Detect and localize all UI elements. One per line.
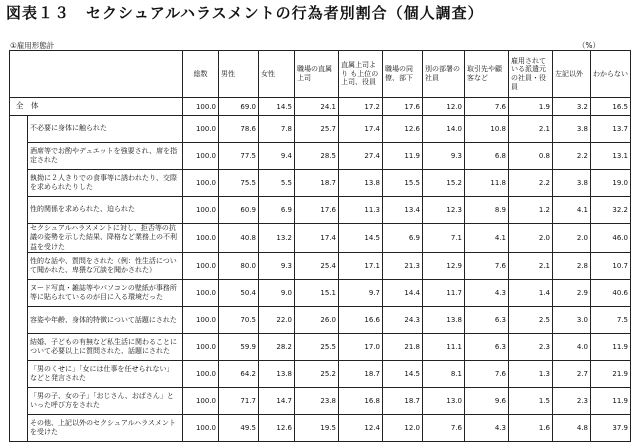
table-cell: 12.9	[423, 253, 465, 280]
table-cell: 17.1	[339, 253, 383, 280]
table-cell: 13.8	[339, 170, 383, 197]
table-row	[10, 170, 631, 197]
row-indent	[10, 280, 28, 307]
table-cell: 11.1	[423, 334, 465, 361]
table-cell: 25.2	[295, 361, 339, 388]
row-indent	[10, 307, 28, 334]
table-cell: 100.0	[183, 253, 219, 280]
row-indent	[10, 415, 28, 442]
table-cell: 14.4	[383, 280, 423, 307]
table-cell: 7.6	[423, 415, 465, 442]
row-label: 性的関係を求められた、迫られた	[28, 197, 183, 224]
table-cell: 1.2	[509, 197, 553, 224]
col-header: 職場の直属上司	[295, 51, 339, 98]
row-label: 執拗に２人きりでの食事等に誘われたり、交際を求められたりした	[28, 170, 183, 197]
table-cell: 17.4	[339, 116, 383, 143]
table-cell: 2.1	[509, 116, 553, 143]
table-cell: 69.0	[219, 98, 259, 116]
table-cell: 17.6	[383, 98, 423, 116]
table-cell: 100.0	[183, 197, 219, 224]
table-cell: 25.5	[295, 334, 339, 361]
table-cell: 6.3	[465, 334, 509, 361]
table-cell: 17.4	[295, 224, 339, 253]
row-label: 不必要に身体に触られた	[28, 116, 183, 143]
table-cell: 100.0	[183, 334, 219, 361]
col-header: 取引先や顧客など	[465, 51, 509, 98]
table-cell: 6.3	[465, 307, 509, 334]
table-cell: 11.9	[383, 143, 423, 170]
table-cell: 1.3	[509, 361, 553, 388]
table-cell: 4.0	[553, 334, 591, 361]
row-indent	[10, 361, 28, 388]
table-cell: 100.0	[183, 415, 219, 442]
table-cell: 18.7	[295, 170, 339, 197]
table-row	[10, 388, 631, 415]
table-cell: 0.8	[509, 143, 553, 170]
row-indent	[10, 197, 28, 224]
page-title: 図表１３ セクシュアルハラスメントの行為者別割合（個人調査）	[6, 4, 484, 22]
table-cell: 100.0	[183, 170, 219, 197]
table-cell: 24.1	[295, 98, 339, 116]
table-cell: 23.8	[295, 388, 339, 415]
table-cell: 78.6	[219, 116, 259, 143]
table-cell: 9.4	[259, 143, 295, 170]
table-cell: 6.8	[465, 143, 509, 170]
harassment-table	[9, 50, 631, 442]
table-cell: 100.0	[183, 224, 219, 253]
table-row	[10, 307, 631, 334]
table-cell: 60.9	[219, 197, 259, 224]
table-cell: 5.5	[259, 170, 295, 197]
table-cell: 2.0	[553, 224, 591, 253]
table-cell: 2.9	[553, 280, 591, 307]
row-indent	[10, 334, 28, 361]
table-cell: 2.8	[553, 253, 591, 280]
table-cell: 80.0	[219, 253, 259, 280]
table-cell: 9.3	[423, 143, 465, 170]
table-cell: 15.5	[383, 170, 423, 197]
table-cell: 15.1	[295, 280, 339, 307]
row-indent	[10, 253, 28, 280]
table-row	[10, 253, 631, 280]
table-cell: 14.5	[259, 98, 295, 116]
table-cell: 21.8	[383, 334, 423, 361]
table-cell: 7.6	[465, 98, 509, 116]
table-cell: 11.9	[591, 334, 631, 361]
table-row	[10, 143, 631, 170]
row-label: 「男のくせに」「女には仕事を任せられない」などと発言された	[28, 361, 183, 388]
table-cell: 13.0	[423, 388, 465, 415]
table-cell: 40.8	[219, 224, 259, 253]
table-cell: 11.9	[591, 388, 631, 415]
table-cell: 100.0	[183, 388, 219, 415]
table-cell: 14.5	[339, 224, 383, 253]
table-cell: 4.1	[465, 224, 509, 253]
table-cell: 2.2	[553, 143, 591, 170]
table-cell: 17.6	[295, 197, 339, 224]
table-cell: 100.0	[183, 361, 219, 388]
table-cell: 12.6	[259, 415, 295, 442]
row-label: 酒席等でお酌やデュエットを強要され、席を指定された	[28, 143, 183, 170]
table-cell: 13.4	[383, 197, 423, 224]
table-cell: 12.4	[339, 415, 383, 442]
row-label: 「男の子、女の子」「おじさん、おばさん」といった呼び方をされた	[28, 388, 183, 415]
table-cell: 1.4	[509, 280, 553, 307]
table-cell: 100.0	[183, 116, 219, 143]
table-cell: 26.0	[295, 307, 339, 334]
table-cell: 100.0	[183, 307, 219, 334]
table-cell: 7.6	[465, 253, 509, 280]
row-label: その他、上記以外のセクシュアルハラスメントを受けた	[28, 415, 183, 442]
table-cell: 19.5	[295, 415, 339, 442]
row-indent	[10, 388, 28, 415]
table-cell: 25.7	[295, 116, 339, 143]
table-cell: 2.5	[509, 307, 553, 334]
table-cell: 22.0	[259, 307, 295, 334]
table-cell: 4.3	[465, 280, 509, 307]
col-header: 雇用されている派遣元の社員・役員	[509, 51, 553, 98]
table-cell: 100.0	[183, 143, 219, 170]
row-label: ヌード写真・雑誌等やパソコンの壁紙が事務所等に貼られているのが目に入る環境だった	[28, 280, 183, 307]
table-cell: 75.5	[219, 170, 259, 197]
table-cell: 27.4	[339, 143, 383, 170]
table-cell: 12.3	[423, 197, 465, 224]
table-cell: 11.8	[465, 170, 509, 197]
table-cell: 12.0	[383, 415, 423, 442]
table-cell: 70.5	[219, 307, 259, 334]
table-cell: 50.4	[219, 280, 259, 307]
table-cell: 18.7	[383, 388, 423, 415]
total-label: 全 体	[10, 98, 183, 116]
row-label: 性的な話や、質問をされた（例：性生活について聞かれた、卑猥な冗談を聞かされた）	[28, 253, 183, 280]
table-cell: 1.6	[509, 415, 553, 442]
table-cell: 11.7	[423, 280, 465, 307]
table-cell: 15.2	[423, 170, 465, 197]
table-cell: 64.2	[219, 361, 259, 388]
row-indent	[10, 143, 28, 170]
table-cell: 19.0	[591, 170, 631, 197]
header-row	[10, 51, 631, 98]
col-header: 直属上司より も上位の上司、役員	[339, 51, 383, 98]
table-cell: 13.7	[591, 116, 631, 143]
table-cell: 8.9	[465, 197, 509, 224]
table-cell: 9.3	[259, 253, 295, 280]
table-cell: 12.6	[383, 116, 423, 143]
table-cell: 24.3	[383, 307, 423, 334]
table-row	[10, 116, 631, 143]
table-cell: 2.7	[553, 361, 591, 388]
table-cell: 71.7	[219, 388, 259, 415]
table-cell: 4.1	[553, 197, 591, 224]
table-cell: 21.3	[383, 253, 423, 280]
table-cell: 12.0	[423, 98, 465, 116]
table-cell: 1.5	[509, 388, 553, 415]
col-header: 別の部署の社員	[423, 51, 465, 98]
table-row	[10, 334, 631, 361]
row-indent	[10, 170, 28, 197]
row-label: 容姿や年齢、身体的特徴について話題にされた	[28, 307, 183, 334]
table-row	[10, 415, 631, 442]
table-cell: 14.0	[423, 116, 465, 143]
table-cell: 11.3	[339, 197, 383, 224]
table-cell: 9.6	[465, 388, 509, 415]
table-cell: 3.8	[553, 116, 591, 143]
table-cell: 49.5	[219, 415, 259, 442]
table-cell: 13.1	[591, 143, 631, 170]
table-cell: 2.3	[553, 388, 591, 415]
table-cell: 7.8	[259, 116, 295, 143]
table-cell: 4.3	[465, 415, 509, 442]
col-header: 総数	[183, 51, 219, 98]
table-cell: 40.6	[591, 280, 631, 307]
table-cell: 13.2	[259, 224, 295, 253]
table-row	[10, 224, 631, 253]
unit-label: （%）	[577, 41, 600, 50]
total-row	[10, 98, 631, 116]
table-cell: 46.0	[591, 224, 631, 253]
table-row	[10, 197, 631, 224]
table-row	[10, 280, 631, 307]
col-header: 女性	[259, 51, 295, 98]
table-cell: 21.9	[591, 361, 631, 388]
table-subtitle: ①雇用形態計	[10, 41, 55, 50]
table-cell: 14.7	[259, 388, 295, 415]
header-corner	[10, 51, 183, 98]
table-cell: 2.2	[509, 170, 553, 197]
row-indent	[10, 224, 28, 253]
table-cell: 8.1	[423, 361, 465, 388]
table-cell: 10.7	[591, 253, 631, 280]
table-cell: 16.8	[339, 388, 383, 415]
table-cell: 32.2	[591, 197, 631, 224]
table-cell: 17.0	[339, 334, 383, 361]
col-header: 左記以外	[553, 51, 591, 98]
row-label: 結婚、子どもの有無など私生活に関わることについて必要以上に質問された、話題にされた	[28, 334, 183, 361]
col-header: 職場の同僚、部下	[383, 51, 423, 98]
table-cell: 6.9	[259, 197, 295, 224]
table-cell: 4.8	[553, 415, 591, 442]
table-cell: 28.2	[259, 334, 295, 361]
table-cell: 3.2	[553, 98, 591, 116]
row-indent	[10, 116, 28, 143]
table-cell: 10.8	[465, 116, 509, 143]
row-label: セクシュアルハラスメントに対し、拒否等の抗議の姿勢を示した結果、降格など業務上の不利益を受けた	[28, 224, 183, 253]
table-cell: 100.0	[183, 280, 219, 307]
table-cell: 14.5	[383, 361, 423, 388]
table-cell: 2.0	[509, 224, 553, 253]
table-row	[10, 361, 631, 388]
table-cell: 13.8	[259, 361, 295, 388]
table-cell: 9.7	[339, 280, 383, 307]
table-cell: 3.0	[553, 307, 591, 334]
table-cell: 7.6	[465, 361, 509, 388]
table-cell: 2.1	[509, 253, 553, 280]
table-cell: 16.6	[339, 307, 383, 334]
table-cell: 9.0	[259, 280, 295, 307]
table-cell: 6.9	[383, 224, 423, 253]
table-cell: 18.7	[339, 361, 383, 388]
table-cell: 28.5	[295, 143, 339, 170]
table-cell: 100.0	[183, 98, 219, 116]
table-cell: 16.5	[591, 98, 631, 116]
table-cell: 59.9	[219, 334, 259, 361]
table-cell: 17.2	[339, 98, 383, 116]
table-cell: 2.3	[509, 334, 553, 361]
table-cell: 77.5	[219, 143, 259, 170]
table-cell: 25.4	[295, 253, 339, 280]
col-header: わからない	[591, 51, 631, 98]
table-cell: 7.1	[423, 224, 465, 253]
table-cell: 7.5	[591, 307, 631, 334]
table-cell: 1.9	[509, 98, 553, 116]
table-cell: 3.8	[553, 170, 591, 197]
table-cell: 13.8	[423, 307, 465, 334]
col-header: 男性	[219, 51, 259, 98]
table-cell: 37.9	[591, 415, 631, 442]
